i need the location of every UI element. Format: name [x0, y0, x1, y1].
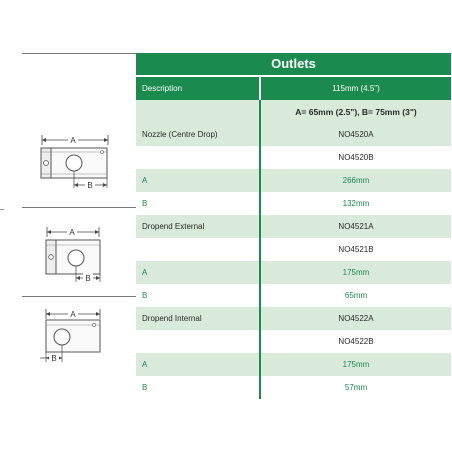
table-row: [136, 192, 451, 215]
row-value: 266mm: [342, 176, 370, 185]
table-row: [136, 146, 451, 169]
table-title: Outlets: [136, 53, 451, 75]
table-row: [136, 215, 451, 238]
dimension-b-label: B: [85, 274, 91, 283]
table-row: [136, 284, 451, 307]
edge-tick: [0, 209, 4, 210]
table-row: [136, 123, 451, 146]
table-row: [136, 307, 451, 330]
dimensions-label: A= 65mm (2.5"), B= 75mm (3"): [295, 106, 417, 117]
dimension-a-label: A: [69, 228, 75, 237]
dimension-a-label: A: [70, 310, 76, 319]
row-value: NO4522A: [338, 314, 374, 323]
row-label: A: [142, 176, 148, 185]
table-header-row: [136, 77, 451, 100]
size-header: 115mm (4.5"): [332, 84, 380, 93]
row-label: B: [142, 383, 148, 392]
row-label: Dropend External: [142, 222, 205, 231]
row-value: NO4521A: [338, 222, 374, 231]
row-value: 57mm: [344, 383, 368, 392]
table-row: [136, 353, 451, 376]
table-row: [136, 169, 451, 192]
row-value: NO4520A: [338, 130, 374, 139]
row-label: [136, 330, 259, 353]
nozzle-centre-drop-diagram: [36, 126, 116, 194]
divider-line: [22, 296, 136, 297]
divider-line: [22, 207, 136, 208]
row-label: Dropend Internal: [142, 314, 202, 323]
table-row: [136, 330, 451, 353]
row-value: 175mm: [342, 360, 370, 369]
row-label: B: [142, 291, 148, 300]
table-row: [136, 261, 451, 284]
row-label: B: [142, 199, 148, 208]
row-value: 175mm: [342, 268, 370, 277]
row-label: [136, 146, 259, 169]
dropend-external-diagram: [40, 222, 106, 288]
divider-line: [22, 53, 136, 54]
dropend-internal-diagram: [38, 304, 106, 370]
row-value: NO4521B: [338, 245, 374, 254]
table-row: [136, 376, 451, 399]
dimension-b-label: B: [87, 181, 93, 190]
row-label: Nozzle (Centre Drop): [142, 130, 218, 139]
row-label: A: [142, 268, 148, 277]
table-row: [136, 238, 451, 261]
table-body: [136, 123, 451, 399]
dimensions-row: [136, 100, 451, 123]
description-header: Description: [142, 84, 183, 93]
row-value: 132mm: [342, 199, 370, 208]
outlets-table: [136, 53, 451, 399]
row-value: NO4522B: [338, 337, 374, 346]
row-label: [136, 238, 259, 261]
row-value: NO4520B: [338, 153, 374, 162]
row-label: A: [142, 360, 148, 369]
row-value: 65mm: [344, 291, 368, 300]
dimension-b-label: B: [51, 354, 57, 363]
dimension-a-label: A: [70, 136, 76, 145]
